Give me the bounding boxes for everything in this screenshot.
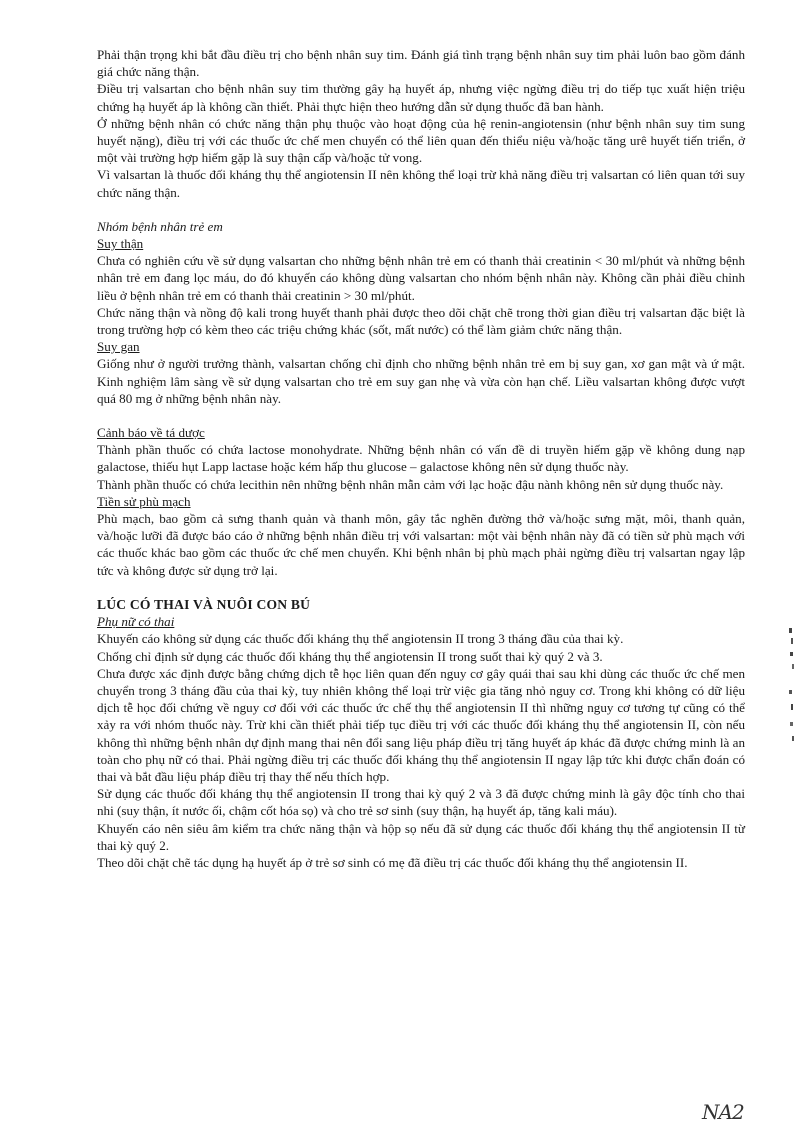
handwritten-initials: NA2 [702, 1100, 744, 1124]
paragraph: Điều trị valsartan cho bệnh nhân suy tim thường gây hạ huyết áp, nhưng việc ngừng điều trị do tiếp tục xuất hiện triệu chứng hạ huyết áp là không cần thiết. Phải thực hiện theo hướng dẫn sử dụng thuốc đã ban hành. [97, 81, 745, 114]
scan-mark [790, 722, 793, 726]
paragraph: Sử dụng các thuốc đối kháng thụ thể angiotensin II trong thai kỳ quý 2 và 3 đã được chứng minh là gây độc tính cho thai nhi (suy thận, ít nước ối, chậm cốt hóa sọ) và cho trẻ sơ sinh (suy thận, hạ huyết áp, tăng kali máu). [97, 786, 745, 819]
pregnancy-heading: LÚC CÓ THAI VÀ NUÔI CON BÚ [97, 596, 311, 612]
scan-mark [791, 704, 793, 710]
scan-mark [792, 736, 794, 741]
paragraph: Thành phần thuốc có chứa lactose monohydrate. Những bệnh nhân có vấn đề di truyền hiếm gặp về không dung nạp galactose, thiếu hụt Lapp lactase hoặc kém hấp thu glucose – galactose không nên sử dụng thuốc này. [97, 442, 745, 475]
spacer [97, 201, 745, 218]
scan-mark [789, 628, 792, 633]
paragraph: Chưa có nghiên cứu về sử dụng valsartan cho những bệnh nhân trẻ em có thanh thải creatinin < 30 ml/phút và những bệnh nhân trẻ em đang lọc máu, do đó khuyến cáo không dùng valsartan cho nhóm bệnh nhân này. Không cần phải điều chỉnh liều ở bệnh nhân trẻ em có thanh thải creatinin > 30 ml/phút. [97, 253, 745, 303]
liver-heading: Suy gan [97, 339, 140, 355]
paragraph: Chưa được xác định được bằng chứng dịch tễ học liên quan đến nguy cơ gây quái thai sau khi dùng các thuốc ức chế men chuyển trong 3 tháng đầu của thai kỳ, tuy nhiên không thể loại trừ việc gia tăng nhỏ nguy cơ. Trong khi không có dữ liệu dịch tễ học đối chứng về nguy cơ đối với các thuốc ức chế thụ thể angiotensin II thì những nguy cơ tương tự cũng có thể xảy ra với nhóm thuốc này. Trừ khi cần thiết phải tiếp tục điều trị với các thuốc đối kháng thụ thể angiotensin II, còn nếu không thì những bệnh nhân dự định mang thai nên đổi sang liệu pháp điều trị tăng huyết áp khác đã được chứng minh là an toàn cho phụ nữ có thai. Phải ngừng điều trị các thuốc đối kháng thụ thể angiotensin II ngay lập tức khi được chẩn đoán có thai và bắt đầu liệu pháp điều trị thay thế nếu thích hợp. [97, 665, 745, 784]
paragraph: Giống như ở người trưởng thành, valsartan chống chỉ định cho những bệnh nhân trẻ em bị suy gan, xơ gan mật và ứ mật. Kinh nghiệm lâm sàng về sử dụng valsartan cho trẻ em suy gan nhẹ và vừa còn hạn chế. Liều valsartan không được vượt quá 80 mg ở những bệnh nhân này. [97, 356, 745, 406]
paragraph: Vì valsartan là thuốc đối kháng thụ thể angiotensin II nên không thể loại trừ khả năng điều trị valsartan có liên quan tới suy chức năng thận. [97, 167, 745, 200]
scan-mark [789, 690, 792, 694]
paragraph: Chức năng thận và nồng độ kali trong huyết thanh phải được theo dõi chặt chẽ trong thời gian điều trị valsartan đặc biệt là trong trường hợp có kèm theo các triệu chứng khác (sốt, mất nước) có thể làm giảm chức năng thận. [97, 304, 745, 338]
scan-mark [792, 664, 794, 669]
paragraph: Chống chỉ định sử dụng các thuốc đối kháng thụ thể angiotensin II trong suốt thai kỳ quý 2 và 3. [97, 648, 603, 664]
renal-heading: Suy thận [97, 236, 144, 252]
pregnant-women-heading: Phụ nữ có thai [97, 614, 175, 630]
spacer [97, 407, 745, 424]
paragraph: Thành phần thuốc có chứa lecithin nên những bệnh nhân mẫn cảm với lạc hoặc đậu nành không nên sử dụng thuốc này. [97, 476, 724, 492]
angioedema-heading: Tiền sử phù mạch [97, 493, 191, 509]
excipient-heading: Cảnh báo về tá dược [97, 425, 205, 441]
paragraph: Theo dõi chặt chẽ tác dụng hạ huyết áp ở trẻ sơ sinh có mẹ đã điều trị các thuốc đối kháng thụ thể angiotensin II. [97, 854, 688, 870]
paragraph: Phải thận trọng khi bắt đầu điều trị cho bệnh nhân suy tim. Đánh giá tình trạng bệnh nhân suy tim phải luôn bao gồm đánh giá chức năng thận. [97, 47, 745, 80]
scan-margin-marks [786, 626, 798, 746]
spacer [97, 579, 745, 596]
scan-mark [790, 652, 793, 656]
document-page [97, 46, 745, 871]
pediatric-heading: Nhóm bệnh nhân trẻ em [97, 218, 223, 234]
paragraph: Khuyến cáo nên siêu âm kiểm tra chức năng thận và hộp sọ nếu đã sử dụng các thuốc đối kháng thụ thể angiotensin II từ thai kỳ quý 2. [97, 820, 745, 853]
paragraph: Khuyến cáo không sử dụng các thuốc đối kháng thụ thể angiotensin II trong 3 tháng đầu của thai kỳ. [97, 631, 624, 647]
paragraph: Ở những bệnh nhân có chức năng thận phụ thuộc vào hoạt động của hệ renin-angiotensin (như bệnh nhân suy tim sung huyết nặng), điều trị với các thuốc ức chế men chuyển có thể liên quan đến thiểu niệu và/hoặc tăng urê huyết tiến triển, ở một vài trường hợp hiếm gặp là suy thận cấp và/hoặc tử vong. [97, 115, 745, 166]
paragraph: Phù mạch, bao gồm cả sưng thanh quản và thanh môn, gây tắc nghẽn đường thở và/hoặc sưng mặt, môi, thanh quản, và/hoặc lưỡi đã được báo cáo ở những bệnh nhân điều trị với valsartan: một vài bệnh nhân này đã có tiền sử phù mạch với các thuốc khác bao gồm các thuốc ức chế men chuyển. Khi bệnh nhân bị phù mạch phải ngừng điều trị valsartan ngay lập tức và không được sử dụng trở lại. [97, 511, 745, 578]
scan-mark [791, 638, 793, 644]
